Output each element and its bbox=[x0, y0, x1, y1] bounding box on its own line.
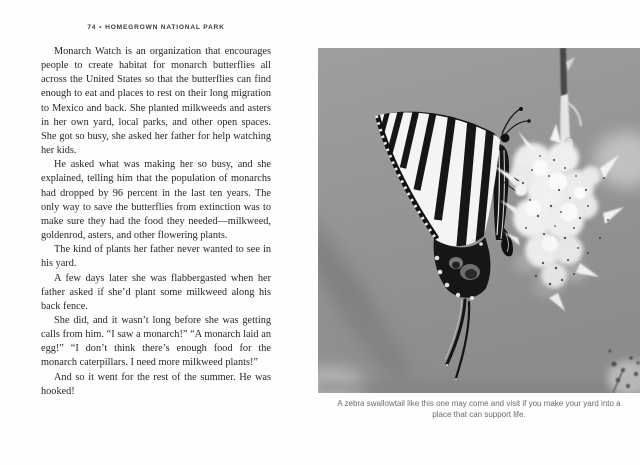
paragraph: A few days later she was flabbergasted when her father asked if she’d plant some milkweed along his back fence. bbox=[41, 272, 271, 312]
paragraph: He asked what was making her so busy, and she explained, telling him that the population of monarchs had dropped by 96 percent in the last ten years. The only way to save the butterflies from extinction was to make sure they had the food they needed—milkweed, goldenrod, asters, and other flowering plants. bbox=[41, 159, 271, 242]
paragraph: The kind of plants her father never wanted to see in his yard. bbox=[41, 244, 271, 270]
running-head bbox=[41, 24, 271, 31]
butterfly-photo bbox=[318, 48, 640, 393]
paragraph: Monarch Watch is an organization that encourages people to create habitat for monarch butterflies all across the United States so that the butterflies can find enough to eat and places to rest on their long migration to Mexico and back. She planted milkweeds and asters in her own yard, local parks, and other open spaces. She got so busy, she asked her father for help watching her kids. bbox=[41, 46, 271, 157]
paragraph: She did, and it wasn’t long before she was getting calls from him. “I saw a monarch!” “A monarch laid an egg!” “I don’t think there’s enough food for the monarch caterpillars. I need more milkweed plants!” bbox=[41, 314, 271, 369]
photo-caption: A zebra swallowtail like this one may come and visit if you make your yard into a place that can support life. bbox=[337, 399, 621, 419]
book-title: HOMEGROWN NATIONAL PARK bbox=[105, 24, 225, 31]
paragraph: And so it went for the rest of the summer. He was hooked! bbox=[41, 371, 271, 397]
page-number: 74 bbox=[87, 24, 97, 31]
body-text-column bbox=[41, 45, 271, 399]
header-separator: • bbox=[99, 24, 103, 31]
butterfly-photo-illustration bbox=[318, 48, 640, 393]
